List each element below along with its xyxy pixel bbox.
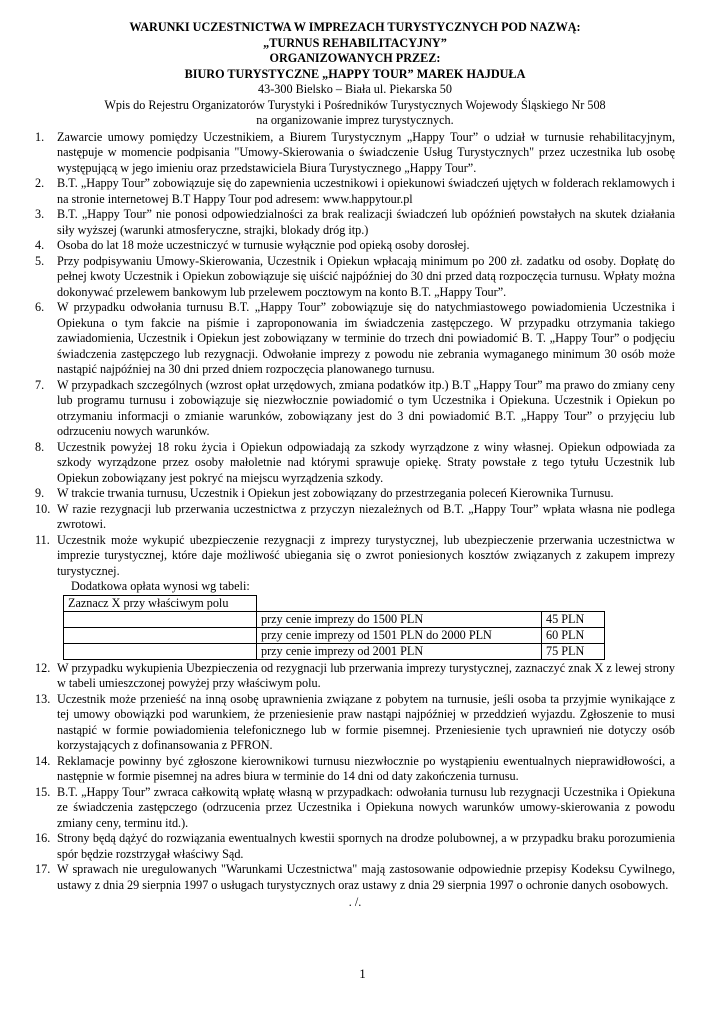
item-number: 12.: [35, 660, 51, 675]
fee-cell: 60 PLN: [542, 627, 605, 643]
list-item: [35, 130, 675, 177]
item-number: 3.: [35, 207, 45, 221]
table-row: [64, 611, 605, 627]
table-row: [64, 595, 605, 611]
list-item: [35, 692, 675, 754]
item-text: Uczestnik powyżej 18 roku życia i Opiekun odpowiadają za szkody wyrządzone z winy własnej. Opiekun odpowiada za szkody wyrządzone przez osoby małoletnie nad którymi sprawuje opiekę. Straty powstałe z tego tytułu Uczestnik lub Opiekun zobowiązany jest pokryć na miejscu wyrządzenia szkody.: [57, 439, 675, 485]
mark-cell[interactable]: [64, 611, 257, 627]
item-text: W przypadku odwołania turnusu B.T. „Happy Tour” zobowiązuje się do natychmiastowego powiadomienia Uczestnika i Opiekuna o tym fakcie na piśmie i zaproponowania im świadczenia zastępczego. W przypadku otrzymania takiego zawiadomienia, Uczestnik i Opiekun jest zobowiązany w terminie do trzech dni powiadomić B. T. „Happy Tour” o podjęciu świadczenia zastępczego lub rezygnacji. Odwołanie imprezy z powodu nie zebrania wymaganego minimum 30 osób może nastąpić najpóźniej na 30 dni przed dniem rozpoczęcia planowanego turnusu.: [57, 300, 675, 376]
table-row: [64, 643, 605, 659]
list-item: [35, 254, 675, 301]
item-text: B.T. „Happy Tour” zwraca całkowitą wpłatę własną w przypadkach: odwołania turnusu lub rezygnacji Uczestnika i Opiekuna ze świadczenia zastępczego (odrzucenia przez Uczestnika i Opiekuna nowych warunków umowy-skierowania z powodu zmiany ceny, terminu itd.).: [57, 784, 675, 830]
price-range-cell: przy cenie imprezy do 1500 PLN: [257, 611, 542, 627]
item-text: Strony będą dążyć do rozwiązania ewentualnych kwestii spornych na drodze polubownej, a w przypadku braku porozumienia spór będzie rozstrzygał właściwy Sąd.: [57, 831, 675, 861]
item-number: 16.: [35, 831, 51, 845]
item-number: 10.: [35, 501, 51, 516]
document-header: [35, 20, 675, 129]
item-number: 9.: [35, 486, 45, 500]
item-text: Uczestnik może przenieść na inną osobę uprawnienia związane z pobytem na turnusie, jeśli osoba ta przyjmie wynikające z tej umowy obowiązki pod warunkiem, że przeniesienie praw nastąpi najpóźniej w przeddzień wyjazdu. Zgłoszenie to musi nastąpić w formie powiadomienia telefonicznego lub w formie pisemnej. Przeniesienie tych uprawnień nie dotyczy osób korzystających z dofinansowania z PFRON.: [57, 691, 675, 752]
item-text: Zawarcie umowy pomiędzy Uczestnikiem, a Biurem Turystycznym „Happy Tour” o udział w turnusie rehabilitacyjnym, następuje w momencie podpisania "Umowy-Skierowania o świadczenie Usług Turystycznych" przez uczestnika lub osobę występującą w jego imieniu oraz przedstawiciela Biura Turystycznego „Happy Tour”.: [57, 129, 675, 175]
fee-cell: 75 PLN: [542, 643, 605, 659]
item-text: W przypadku wykupienia Ubezpieczenia od rezygnacji lub przerwania imprezy turystycznej, zaznaczyć znak X z lewej strony w tabeli umieszczonej powyżej przy właściwym polu.: [57, 660, 675, 690]
item-number: 2.: [35, 176, 45, 190]
list-item: [35, 502, 675, 533]
list-item: [35, 831, 675, 862]
item-text: W razie rezygnacji lub przerwania uczestnictwa z przyczyn niezależnych od B.T. „Happy Tour” wpłata własna nie podlega zwrotowi.: [57, 501, 675, 531]
header-title: WARUNKI UCZESTNICTWA W IMPREZACH TURYSTYCZNYCH POD NAZWĄ:: [129, 20, 581, 34]
list-item: [35, 378, 675, 440]
list-item: [35, 176, 675, 207]
list-item: [35, 785, 675, 832]
price-range-cell: przy cenie imprezy od 1501 PLN do 2000 PLN: [257, 627, 542, 643]
fee-table-caption: Dodatkowa opłata wynosi wg tabeli:: [71, 579, 250, 593]
checkbox-column-header: Zaznacz X przy właściwym polu: [64, 595, 257, 611]
item-number: 14.: [35, 753, 51, 768]
table-row: [64, 627, 605, 643]
list-item: [35, 661, 675, 692]
list-item: [35, 238, 675, 254]
fee-table: [63, 595, 605, 660]
header-event-name: „TURNUS REHABILITACYJNY”: [263, 35, 447, 50]
item-number: 1.: [35, 129, 45, 144]
mark-cell[interactable]: [64, 627, 257, 643]
item-text: Osoba do lat 18 może uczestniczyć w turnusie wyłącznie pod opieką osoby dorosłej.: [57, 238, 470, 252]
item-number: 11.: [35, 532, 50, 547]
terms-list: [35, 130, 675, 580]
item-text: B.T. „Happy Tour” zobowiązuje się do zapewnienia uczestnikowi i opiekunowi świadczeń ujętych w folderach reklamowych i na stronie internetowej B.T Happy Tour pod adresem: www.happytour.pl: [57, 176, 675, 206]
list-item: [35, 754, 675, 785]
item-number: 8.: [35, 439, 45, 454]
page-number: 1: [359, 966, 366, 981]
list-item: [35, 862, 675, 893]
header-organizer-name: BIURO TURYSTYCZNE „HAPPY TOUR” MAREK HAJDUŁA: [184, 66, 526, 81]
list-item: [35, 486, 675, 502]
list-item: [35, 440, 675, 487]
end-mark: . /.: [348, 895, 362, 909]
list-item: [35, 533, 675, 580]
item-number: 4.: [35, 238, 45, 252]
item-number: 7.: [35, 377, 45, 392]
item-number: 5.: [35, 253, 45, 268]
item-text: Uczestnik może wykupić ubezpieczenie rezygnacji z imprezy turystycznej, lub ubezpieczenie przerwania uczestnictwa w imprezie turystycznej, które daje możliwość ubiegania się o zwrot poniesionych kosztów związanych z zakupem imprezy turystycznej.: [57, 532, 675, 578]
item-text: Reklamacje powinny być zgłoszone kierownikowi turnusu niezwłocznie po wystąpieniu ewentualnych nieprawidłowości, a następnie w formie pisemnej na adres biura w terminie do 14 dni od daty zakończenia turnusu.: [57, 753, 675, 783]
item-number: 15.: [35, 784, 51, 799]
list-item: [35, 207, 675, 238]
item-number: 17.: [35, 862, 51, 876]
item-number: 6.: [35, 300, 45, 314]
item-text: W sprawach nie uregulowanych "Warunkami Uczestnictwa" mają zastosowanie odpowiednie przepisy Kodeksu Cywilnego, ustawy z dnia 29 sierpnia 1997 o usługach turystycznych oraz ustawy z dnia 29 sierpnia 1997 o ochronie danych osobowych.: [57, 862, 675, 892]
item-text: W trakcie trwania turnusu, Uczestnik i Opiekun jest zobowiązany do przestrzegania poleceń Kierownika Turnusu.: [57, 486, 614, 500]
terms-list-continued: [35, 661, 675, 894]
header-purpose: na organizowanie imprez turystycznych.: [256, 113, 454, 127]
mark-cell[interactable]: [64, 643, 257, 659]
header-registry: Wpis do Rejestru Organizatorów Turystyki i Pośredników Turystycznych Wojewody Śląskiego Nr 508: [104, 97, 606, 112]
price-range-cell: przy cenie imprezy od 2001 PLN: [257, 643, 542, 659]
fee-cell: 45 PLN: [542, 611, 605, 627]
item-text: B.T. „Happy Tour” nie ponosi odpowiedzialności za brak realizacji świadczeń lub opóźnień powstałych na skutek działania siły wyższej (warunki atmosferyczne, strajki, blokady dróg itp.): [57, 207, 675, 237]
list-item: [35, 300, 675, 378]
item-text: Przy podpisywaniu Umowy-Skierowania, Uczestnik i Opiekun wpłacają minimum po 200 zł. zadatku od osoby. Dopłatę do pełnej kwoty Uczestnik i Opiekun zobowiązuje się uiścić najpóźniej do 30 dni przed datą rozpoczęcia turnusu. Wpłaty można dokonywać przelewem bankowym lub przelewem pocztowym na konto B.T. „Happy Tour”.: [57, 253, 675, 299]
header-organized-by: ORGANIZOWANYCH PRZEZ:: [269, 51, 441, 65]
item-number: 13.: [35, 691, 51, 706]
header-address: 43-300 Bielsko – Biała ul. Piekarska 50: [258, 82, 452, 96]
item-text: W przypadkach szczególnych (wzrost opłat urzędowych, zmiana podatków itp.) B.T „Happy Tour” ma prawo do zmiany ceny lub programu turnusu i zobowiązuje się niezwłocznie powiadomić o tym Uczestnika i Opiekuna. Uczestnik i Opiekun po otrzymaniu informacji o zmianie warunków, zobowiązany jest do 3 dni powiadomić B.T. „Happy Tour” o przyjęciu lub odrzuceniu nowych warunków.: [57, 377, 675, 438]
